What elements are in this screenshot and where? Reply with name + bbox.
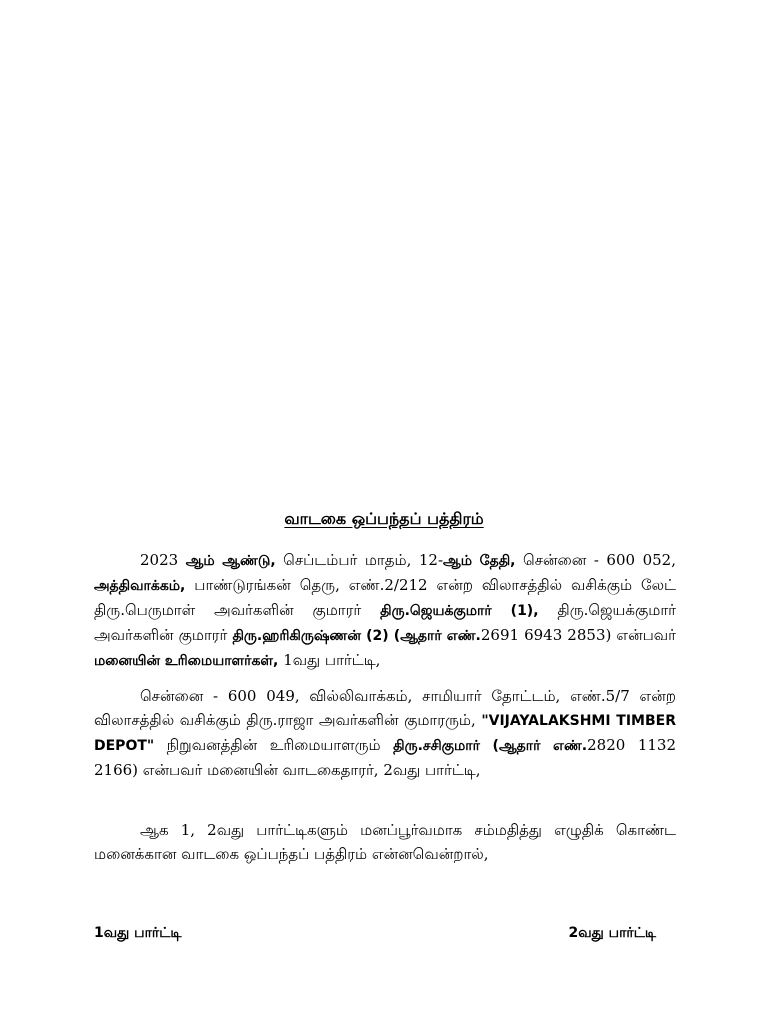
text-segment: ஆக 1, 2வது பார்ட்டிகளும் மனப்பூர்வமாக சம்மதித்து எழுதிக் கொண்ட மனைக்கான வாடகை ஒப்பந்தப் பத்திரம் என்னவென்றால்,: [94, 821, 676, 863]
document-title: [0, 508, 768, 530]
text-segment: சென்னை - 600 052,: [515, 551, 676, 569]
title-text: வாடகை ஒப்பந்தப் பத்திரம்: [284, 509, 484, 528]
text-segment: சென்னை - 600 049, வில்லிவாக்கம், சாமியார் தோட்டம், எண்.5/7 என்ற விலாசத்தில் வசிக்கும் திரு.ராஜா அவர்களின் குமாரரும்,: [94, 687, 676, 729]
text-segment: 2023: [140, 551, 186, 569]
signature-label-second-party: 2வது பார்ட்டி: [568, 925, 656, 941]
bold-segment: திரு.ஹரிகிருஷ்ணன் (2) (ஆதார் எண்.: [232, 628, 481, 644]
bold-segment: ஆம் ஆண்டு,: [185, 553, 276, 569]
text-segment: நிறுவனத்தின் உரிமையாளரும்: [154, 736, 394, 754]
signature-label-first-party: 1வது பார்ட்டி: [94, 925, 182, 941]
text-segment: 2691 6943 2853) என்பவர்: [480, 626, 676, 644]
bold-segment: திரு.சசிகுமார் (ஆதார் எண்.: [393, 738, 588, 754]
paragraph-agreement-intro: [94, 818, 676, 866]
text-segment: திரு.ஜெயக்குமார் அவர்களின் குமாரர்: [94, 601, 677, 644]
text-segment: பாண்டுரங்கன் தெரு, எண்.2/212 என்ற விலாசத்தில் வசிக்கும் லேட் திரு.பெருமாள் அவர்களின் குமாரர்: [94, 576, 676, 619]
bold-segment: மனையின் உரிமையாளர்கள்,: [94, 653, 284, 669]
text-segment: செப்டம்பர் மாதம், 12-: [275, 551, 444, 569]
bold-segment: "VIJAYALAKSHMI TIMBER DEPOT": [94, 713, 676, 754]
paragraph-owner-parties: [94, 548, 676, 673]
bold-segment: ஆம் தேதி,: [443, 553, 516, 569]
bold-segment: திரு.ஜெயக்குமார் (1),: [380, 603, 539, 619]
text-segment: 1வது பார்ட்டி,: [283, 651, 381, 669]
bold-segment: அத்திவாக்கம்,: [94, 578, 186, 594]
text-segment: 2820 1132 2166) என்பவர் மனையின் வாடகைதாரர், 2வது பார்ட்டி,: [94, 736, 676, 779]
paragraph-tenant-party: [94, 684, 676, 782]
